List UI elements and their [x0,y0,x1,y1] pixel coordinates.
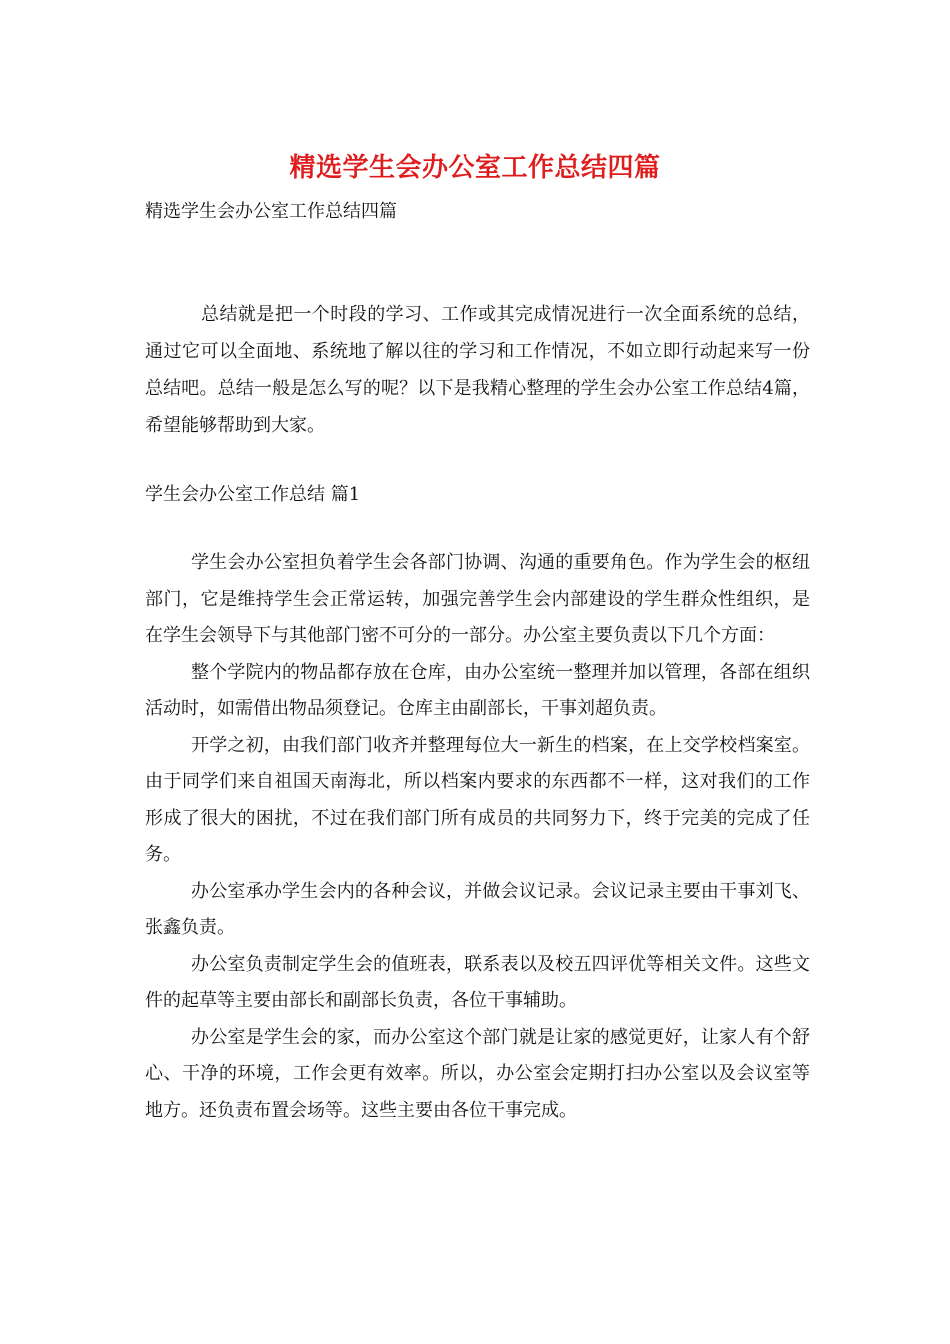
body-paragraph: 办公室负责制定学生会的值班表，联系表以及校五四评优等相关文件。这些文件的起草等主要由部长和副部长负责，各位干事辅助。 [145,953,810,1011]
document-title: 精选学生会办公室工作总结四篇 [289,153,661,183]
intro-section [145,296,810,444]
document-subtitle: 精选学生会办公室工作总结四篇 [145,201,397,222]
body-paragraph: 学生会办公室担负着学生会各部门协调、沟通的重要角色。作为学生会的枢纽部门，它是维持学生会正常运转，加强完善学生会内部建设的学生群众性组织，是在学生会领导下与其他部门密不可分的一部分。办公室主要负责以下几个方面： [145,552,810,646]
body-paragraph: 开学之初，由我们部门收齐并整理每位大一新生的档案，在上交学校档案室。由于同学们来自祖国天南海北，所以档案内要求的东西都不一样，这对我们的工作形成了很大的困扰，不过在我们部门所有成员的共同努力下，终于完美的完成了任务。 [145,734,810,865]
section-heading: 学生会办公室工作总结 篇1 [145,484,361,505]
body-paragraph: 办公室承办学生会内的各种会议，并做会议记录。会议记录主要由干事刘飞、张鑫负责。 [145,880,810,938]
body-paragraph: 办公室是学生会的家，而办公室这个部门就是让家的感觉更好，让家人有个舒心、干净的环境，工作会更有效率。所以，办公室会定期打扫办公室以及会议室等地方。还负责布置会场等。这些主要由各位干事完成。 [145,1026,810,1121]
intro-paragraph: 总结就是把一个时段的学习、工作或其完成情况进行一次全面系统的总结，通过它可以全面地、系统地了解以往的学习和工作情况，不如立即行动起来写一份总结吧。总结一般是怎么写的呢？以下是我精心整理的学生会办公室工作总结4篇，希望能够帮助到大家。 [145,304,810,436]
body-section [145,545,810,1129]
body-paragraph: 整个学院内的物品都存放在仓库，由办公室统一整理并加以管理，各部在组织活动时，如需借出物品须登记。仓库主由副部长，干事刘超负责。 [145,661,810,719]
